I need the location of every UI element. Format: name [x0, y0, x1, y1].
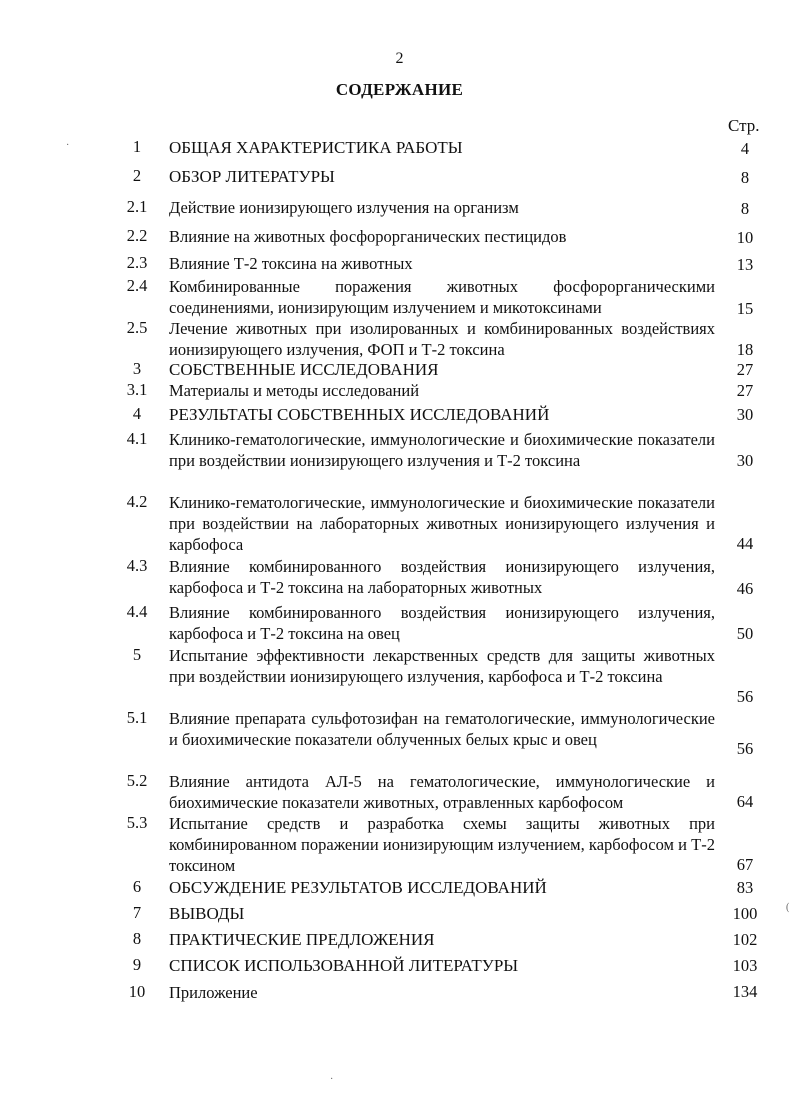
entry-title: СПИСОК ИСПОЛЬЗОВАННОЙ ЛИТЕРАТУРЫ [169, 956, 519, 975]
entry-page: 67 [736, 855, 754, 874]
entry-number: 4.2 [126, 492, 148, 511]
entry-title: ОБЩАЯ ХАРАКТЕРИСТИКА РАБОТЫ [169, 138, 463, 157]
entry-page: 15 [736, 299, 754, 318]
entry-title: ОБСУЖДЕНИЕ РЕЗУЛЬТАТОВ ИССЛЕДОВАНИЙ [169, 878, 547, 897]
entry-number: 2.5 [126, 318, 148, 337]
entry-number: 3.1 [126, 380, 148, 399]
entry-title: СОБСТВЕННЫЕ ИССЛЕДОВАНИЯ [169, 360, 439, 379]
entry-number: 2.2 [126, 226, 148, 245]
entry-page: 134 [732, 982, 758, 1001]
entry-number: 7 [132, 903, 142, 922]
entry-number: 2.1 [126, 197, 148, 216]
entry-page: 4 [740, 139, 750, 158]
entry-number: 4.4 [126, 602, 148, 621]
entry-number: 5.3 [126, 813, 148, 832]
entry-page: 8 [740, 199, 750, 218]
entry-title: ОБЗОР ЛИТЕРАТУРЫ [169, 167, 335, 186]
entry-page: 8 [740, 168, 750, 187]
page-column-label: Стр. [728, 116, 760, 135]
entry-page: 30 [736, 405, 754, 424]
scan-speck: ( [786, 902, 790, 913]
entry-number: 4.1 [126, 429, 148, 448]
entry-page: 102 [732, 930, 758, 949]
entry-page: 50 [736, 624, 754, 643]
entry-number: 6 [132, 877, 142, 896]
entry-page: 46 [736, 579, 754, 598]
entry-number: 8 [132, 929, 142, 948]
entry-title: Действие ионизирующего излучения на организм [169, 198, 519, 217]
entry-title: ПРАКТИЧЕСКИЕ ПРЕДЛОЖЕНИЯ [169, 930, 435, 949]
entry-number: 4 [132, 404, 142, 423]
entry-title: Приложение [169, 983, 258, 1002]
scan-speck: · [330, 1074, 334, 1085]
entry-title: Испытание средств и разработка схемы защиты животных при комбинированном поражении ионизирующим излучением, карбофосом и Т-2 токсином [169, 814, 715, 875]
entry-title: Влияние препарата сульфотозифан на гематологические, иммунологические и биохимические показатели облученных белых крыс и овец [169, 709, 715, 749]
entry-number: 1 [132, 137, 142, 156]
entry-page: 56 [736, 739, 754, 758]
entry-number: 5.2 [126, 771, 148, 790]
entry-number: 9 [132, 955, 142, 974]
entry-page: 10 [736, 228, 754, 247]
entry-number: 5 [132, 645, 142, 664]
entry-page: 64 [736, 792, 754, 811]
entry-title: Клинико-гематологические, иммунологические и биохимические показатели при воздействии на лабораторных животных ионизирующего излучения и карбофоса [169, 493, 715, 554]
entry-page: 56 [736, 687, 754, 706]
entry-title: Влияние Т-2 токсина на животных [169, 254, 413, 273]
entry-title: Влияние антидота АЛ-5 на гематологические, иммунологические и биохимические показатели животных, отравленных карбофосом [169, 772, 715, 812]
entry-number: 4.3 [126, 556, 148, 575]
scan-speck: · [66, 140, 70, 151]
entry-page: 27 [736, 360, 754, 379]
entry-page: 18 [736, 340, 754, 359]
entry-title: Влияние на животных фосфорорганических пестицидов [169, 227, 567, 246]
entry-page: 103 [732, 956, 758, 975]
entry-number: 2 [132, 166, 142, 185]
page-title: СОДЕРЖАНИЕ [335, 80, 464, 99]
entry-title: Испытание эффективности лекарственных средств для защиты животных при воздействии ионизирующего излучения, карбофоса и Т-2 токсина [169, 646, 715, 686]
entry-title: Влияние комбинированного воздействия ионизирующего излучения, карбофоса и Т-2 токсина на лабораторных животных [169, 557, 715, 597]
entry-number: 2.4 [126, 276, 148, 295]
entry-title: ВЫВОДЫ [169, 904, 245, 923]
entry-title: Лечение животных при изолированных и комбинированных воздействиях ионизирующего излучения, ФОП и Т-2 токсина [169, 319, 715, 359]
entry-page: 30 [736, 451, 754, 470]
entry-number: 2.3 [126, 253, 148, 272]
entry-page: 27 [736, 381, 754, 400]
entry-number: 10 [128, 982, 146, 1001]
entry-title: Комбинированные поражения животных фосфорорганическими соединениями, ионизирующим излучением и микотоксинами [169, 277, 715, 317]
page-number: 2 [395, 50, 404, 67]
entry-page: 83 [736, 878, 754, 897]
entry-title: Материалы и методы исследований [169, 381, 420, 400]
entry-number: 5.1 [126, 708, 148, 727]
entry-title: Влияние комбинированного воздействия ионизирующего излучения, карбофоса и Т-2 токсина на овец [169, 603, 715, 643]
entry-number: 3 [132, 359, 142, 378]
entry-page: 44 [736, 534, 754, 553]
entry-title: РЕЗУЛЬТАТЫ СОБСТВЕННЫХ ИССЛЕДОВАНИЙ [169, 405, 550, 424]
entry-title: Клинико-гематологические, иммунологические и биохимические показатели при воздействии ионизирующего излучения и Т-2 токсина [169, 430, 715, 470]
entry-page: 100 [732, 904, 758, 923]
entry-page: 13 [736, 255, 754, 274]
